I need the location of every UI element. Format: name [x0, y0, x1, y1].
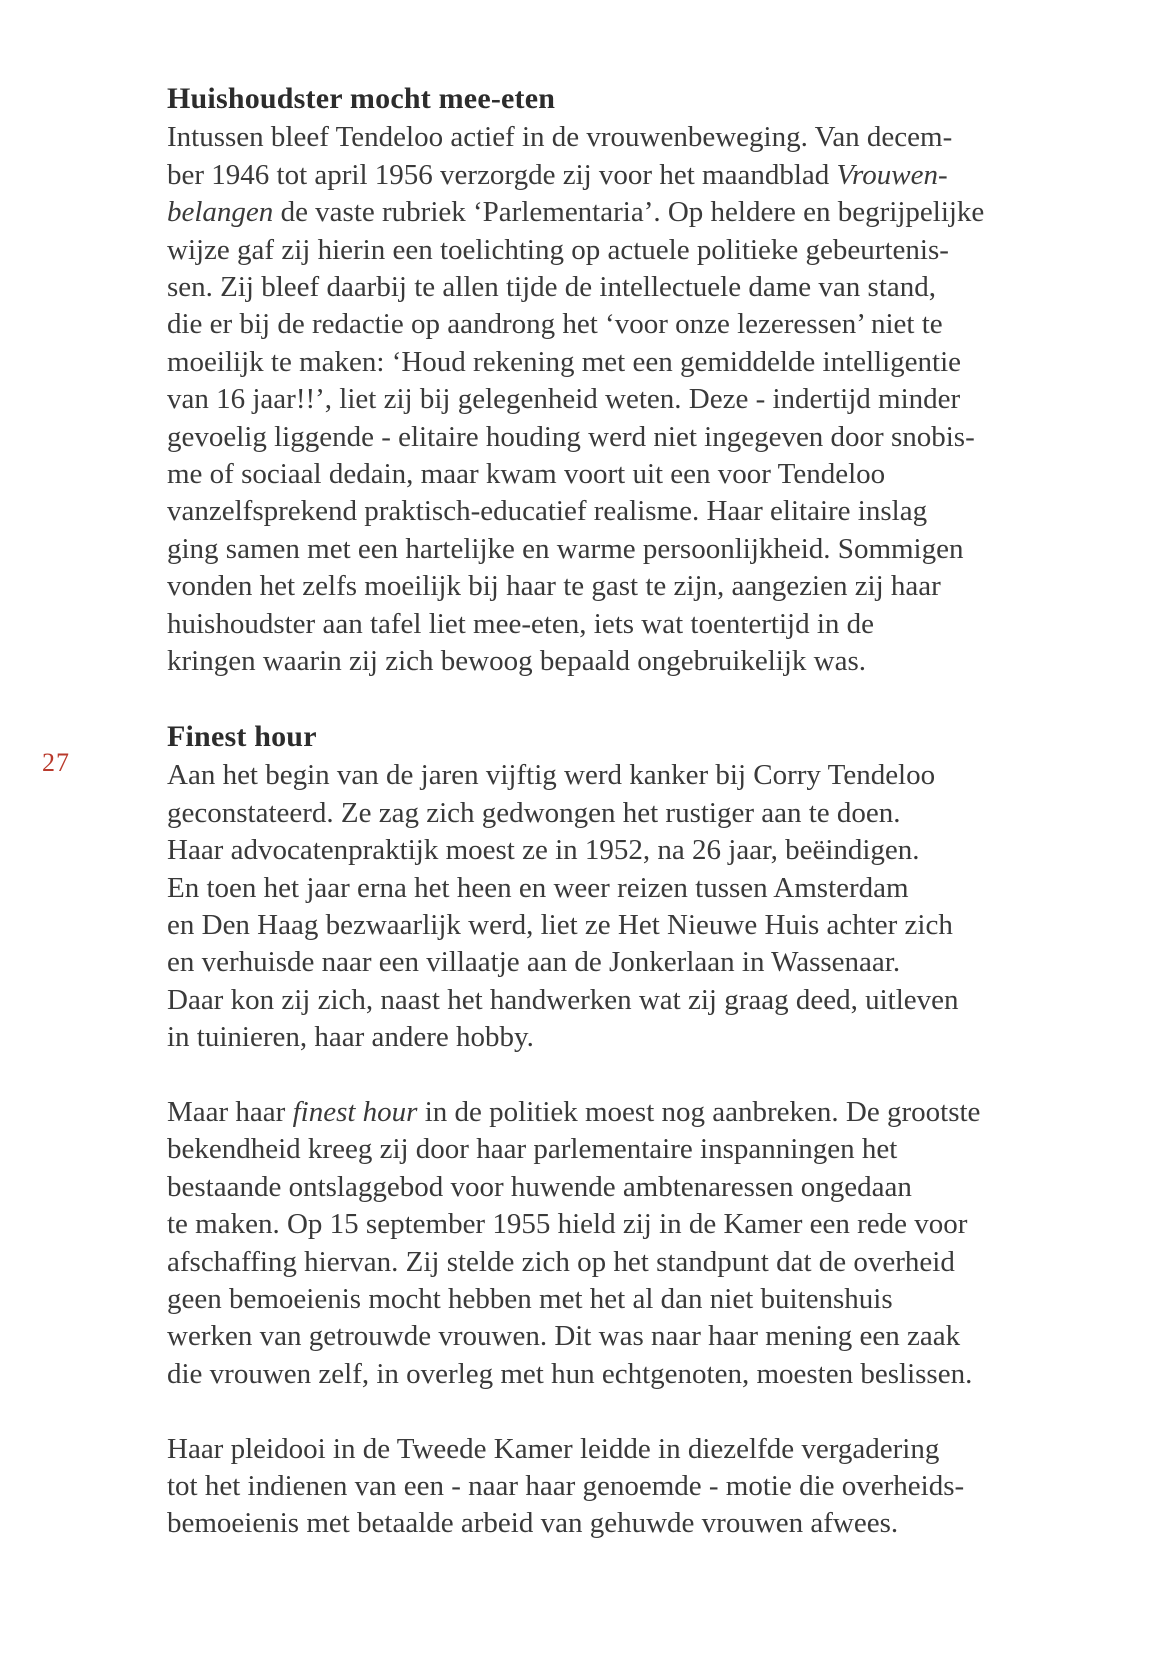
paragraph [167, 757, 1037, 1056]
text-line: die er bij de redactie op aandrong het ‘voor onze lezeressen’ niet te [167, 308, 943, 341]
text-line: bekendheid kreeg zij door haar parlementaire inspanningen het [167, 1133, 898, 1166]
text-column [167, 80, 1037, 1543]
text-line: sen. Zij bleef daarbij te allen tijde de intellectuele dame van stand, [167, 271, 936, 304]
text-line: vonden het zelfs moeilijk bij haar te gast te zijn, aangezien zij haar [167, 570, 941, 603]
section-heading: Huishoudster mocht mee-eten [167, 82, 556, 115]
text-line: Aan het begin van de jaren vijftig werd kanker bij Corry Tendeloo [167, 759, 936, 792]
text-line: tot het indienen van een - naar haar genoemde - motie die overheids- [167, 1469, 965, 1502]
text-line: werken van getrouwde vrouwen. Dit was naar haar mening een zaak [167, 1320, 961, 1353]
paragraph [167, 119, 1037, 680]
text-line: kringen waarin zij zich bewoog bepaald ongebruikelijk was. [167, 645, 866, 678]
text-line: geen bemoeienis mocht hebben met het al dan niet buitenshuis [167, 1282, 893, 1315]
page-number: 27 [42, 748, 70, 777]
text-line: ging samen met een hartelijke en warme persoonlijkheid. Sommigen [167, 532, 964, 565]
paragraph [167, 1094, 1037, 1393]
text-line: gevoelig liggende - elitaire houding werd niet ingegeven door snobis- [167, 420, 975, 453]
text-line: wijze gaf zij hierin een toelichting op actuele politieke gebeurtenis- [167, 233, 949, 266]
section-heading: Finest hour [167, 719, 317, 753]
text-line: moeilijk te maken: ‘Houd rekening met een gemiddelde intelligentie [167, 345, 962, 378]
text-line: En toen het jaar erna het heen en weer reizen tussen Amsterdam [167, 871, 909, 904]
text-line: en Den Haag bezwaarlijk werd, liet ze Het Nieuwe Huis achter zich [167, 908, 953, 941]
text-line: belangen de vaste rubriek ‘Parlementaria’. Op heldere en begrijpelijke [167, 196, 985, 229]
text-line: bestaande ontslaggebod voor huwende ambtenaressen ongedaan [167, 1170, 912, 1203]
text-line: Intussen bleef Tendeloo actief in de vrouwenbeweging. Van decem- [167, 121, 953, 154]
text-line: Haar advocatenpraktijk moest ze in 1952, na 26 jaar, beëindigen. [167, 834, 920, 867]
text-line: Haar pleidooi in de Tweede Kamer leidde in diezelfde vergadering [167, 1432, 940, 1465]
text-line: huishoudster aan tafel liet mee-eten, iets wat toentertijd in de [167, 607, 875, 640]
text-line: die vrouwen zelf, in overleg met hun echtgenoten, moesten beslissen. [167, 1357, 973, 1390]
text-line: ber 1946 tot april 1956 verzorgde zij voor het maandblad Vrouwen- [167, 158, 948, 191]
text-line: van 16 jaar!!’, liet zij bij gelegenheid weten. Deze - indertijd minder [167, 383, 961, 416]
text-line: afschaffing hiervan. Zij stelde zich op het standpunt dat de overheid [167, 1245, 955, 1278]
text-line: vanzelfsprekend praktisch-educatief realisme. Haar elitaire inslag [167, 495, 928, 528]
text-line: en verhuisde naar een villaatje aan de Jonkerlaan in Wassenaar. [167, 946, 901, 979]
text-line: Maar haar finest hour in de politiek moest nog aanbreken. De grootste [167, 1095, 981, 1128]
text-line: Daar kon zij zich, naast het handwerken wat zij graag deed, uitleven [167, 983, 959, 1016]
text-line: in tuinieren, haar andere hobby. [167, 1021, 534, 1054]
paragraph [167, 1431, 1037, 1543]
text-line: te maken. Op 15 september 1955 hield zij in de Kamer een rede voor [167, 1208, 968, 1241]
text-line: me of sociaal dedain, maar kwam voort uit een voor Tendeloo [167, 458, 886, 491]
text-line: bemoeienis met betaalde arbeid van gehuwde vrouwen afwees. [167, 1507, 899, 1540]
text-line: geconstateerd. Ze zag zich gedwongen het rustiger aan te doen. [167, 796, 901, 829]
